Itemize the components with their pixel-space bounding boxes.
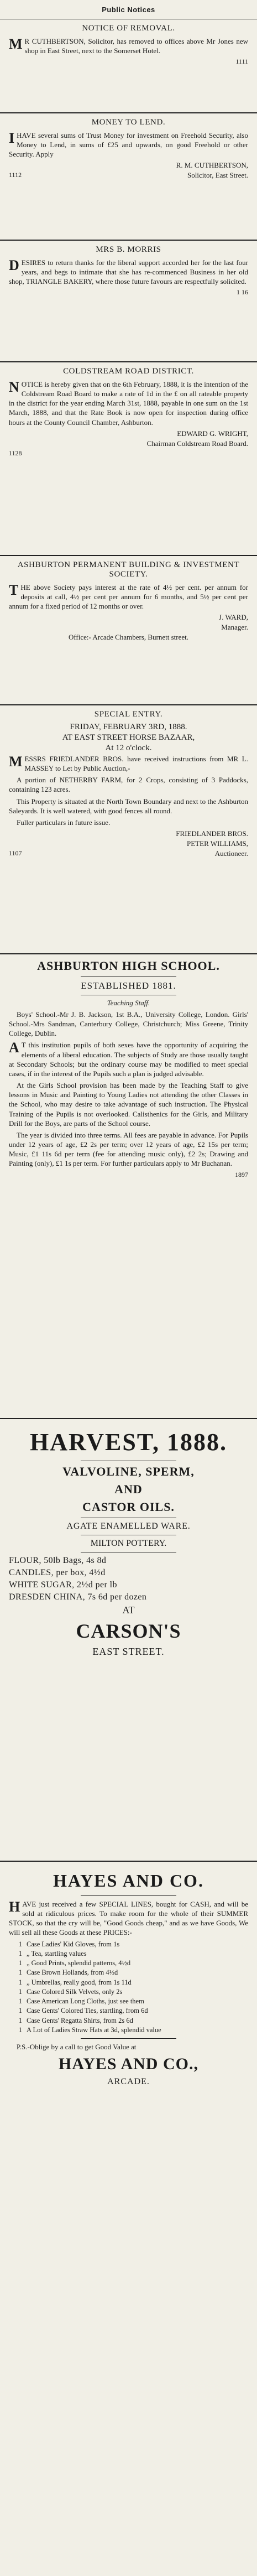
notice-high-school <box>0 954 257 1419</box>
store-location: ARCADE. <box>107 2077 150 2087</box>
list-item-quantity: 1 <box>18 2026 22 2034</box>
list-item <box>9 1940 248 1949</box>
notice-title: ASHBURTON HIGH SCHOOL. <box>37 959 220 973</box>
list-item <box>9 2016 248 2026</box>
list-item-quantity: 1 <box>18 1959 22 1967</box>
store-street: EAST STREET. <box>92 1646 165 1657</box>
list-item <box>9 1968 248 1977</box>
price-item: DRESDEN CHINA, 7s 6d per dozen <box>9 1592 147 1602</box>
special-lines-list <box>9 1940 248 2035</box>
list-item <box>9 1978 248 1987</box>
notice-morris <box>0 241 257 362</box>
list-item <box>9 1997 248 2006</box>
staff-list: Boys' School.-Mr J. B. Jackson, 1st B.A., University College, London. Girls' School.-Mrs Sandman, Canterbury College, Christchurch; Miss Greene, Trinity College, Dublin. <box>9 1010 248 1038</box>
notice-body: NOTICE is hereby given that on the 6th February, 1888, it is the intention of the Coldstream Road Board to make a rate of 1d in the £ on all rateable property in the district for the year ending March 31st, 1888, payable in one sum on the 1st March, 1888, and that the Rate Book is now open for inspection during office hours at the County Council Chamber, Ashburton. <box>9 379 248 427</box>
list-item <box>9 1949 248 1959</box>
list-item-text: „ Umbrellas, really good, from 1s 11d <box>27 1978 132 1986</box>
notice-body: MR CUTHBERTSON, Solicitor, has removed to offices above Mr Jones new shop in East Street, next to the Somerset Hotel. <box>9 36 248 55</box>
list-item-quantity: 1 <box>18 2007 22 2015</box>
section-header: Public Notices <box>0 0 257 19</box>
notice-building-society <box>0 556 257 705</box>
notice-title: HARVEST, 1888. <box>30 1429 227 1456</box>
list-item-text: Case Brown Hollands, from 4½d <box>27 1969 118 1977</box>
list-item-quantity: 1 <box>18 1997 22 2006</box>
notice-ref: 1 16 <box>237 288 248 297</box>
notice-removal <box>0 19 257 113</box>
notice-signature: J. WARD, <box>219 613 248 622</box>
notice-signature-line: Auctioneer. <box>214 849 248 858</box>
notice-body: MESSRS FRIEDLANDER BROS. have received instructions from MR L. MASSEY to Let by Public Auction,- <box>9 754 248 773</box>
list-item-text: Case Ladies' Kid Gloves, from 1s <box>27 1940 120 1948</box>
list-item-quantity: 1 <box>18 1940 22 1948</box>
notice-body: Fuller particulars in future issue. <box>17 818 111 827</box>
notice-body: THE above Society pays interest at the rate of 4½ per cent. per annum for deposits at call, 4½ per cent per annum for 6 months, and 5½ per cent per annum for a fixed period of 12 months or over. <box>9 582 248 611</box>
notice-title: SPECIAL ENTRY. <box>94 710 163 719</box>
notice-signature-line: Chairman Coldstream Road Board. <box>146 439 248 448</box>
notice-ref: 1897 <box>235 1170 248 1178</box>
list-item-text: Case American Long Cloths, just see them <box>27 1997 144 2006</box>
ad-harvest <box>0 1419 257 1862</box>
list-item-text: Case Gents' Regatta Shirts, from 2s 6d <box>27 2016 133 2024</box>
notice-ps: P.S.-Oblige by a call to get Good Value at <box>17 2043 137 2052</box>
price-item: FLOUR, 50lb Bags, 4s 8d <box>9 1556 107 1565</box>
notice-body: HAVE just received a few SPECIAL LINES, bought for CASH, and will be sold at ridiculous prices. To make room for the whole of their SUMMER STOCK, so that the cry will be, "Good Goods cheap," and as we have Goods, We will sell all these Goods at these PRICES:- <box>9 1899 248 1937</box>
product-line: AND <box>114 1482 143 1496</box>
notice-body: IHAVE several sums of Trust Money for investment on Freehold Security, also Money to Lend, in sums of £25 and upwards, on good Freehold or other Security. Apply <box>9 130 248 159</box>
list-item-quantity: 1 <box>18 1949 22 1957</box>
notice-title: ASHBURTON PERMANENT BUILDING & INVESTMENT SOCIETY. <box>17 560 240 579</box>
notice-ref: 1111 <box>235 58 248 66</box>
notice-signature: EDWARD G. WRIGHT, <box>177 429 248 438</box>
ad-hayes <box>0 1862 257 2576</box>
list-item-quantity: 1 <box>18 1987 22 1996</box>
store-name: CARSON'S <box>76 1620 181 1642</box>
notice-office: Office:- Arcade Chambers, Burnett street. <box>68 633 189 642</box>
at-label: AT <box>122 1604 135 1616</box>
notice-title: HAYES AND CO. <box>53 1871 204 1891</box>
notice-ref: 1128 <box>9 449 22 457</box>
notice-signature: FRIEDLANDER BROS. <box>176 829 248 838</box>
auction-time: At 12 o'clock. <box>105 744 152 752</box>
notice-body: A portion of NETHERBY FARM, for 2 Crops, consisting of 3 Paddocks, containing 123 acres. <box>9 776 248 794</box>
notice-ref: 1107 <box>9 849 22 858</box>
notice-signature-line: Manager. <box>221 623 248 632</box>
list-item-quantity: 1 <box>18 1969 22 1977</box>
notice-title: MONEY TO LEND. <box>91 118 166 127</box>
agate-line: AGATE ENAMELLED WARE. <box>66 1521 191 1531</box>
notice-signature: PETER WILLIAMS, <box>187 839 248 848</box>
list-item-text: A Lot of Ladies Straw Hats at 3d, splendid value <box>27 2026 161 2034</box>
auction-date: FRIDAY, FEBRUARY 3RD, 1888. <box>70 723 187 731</box>
notice-body: This Property is situated at the North Town Boundary and next to the Ashburton Saleyards. It is well watered, with good fences all round. <box>9 797 248 815</box>
list-item-text: „ Good Prints, splendid patterns, 4½d <box>27 1959 131 1967</box>
notice-title: COLDSTREAM ROAD DISTRICT. <box>63 367 194 376</box>
notice-title: MRS B. MORRIS <box>96 245 161 254</box>
list-item-text: Case Colored Silk Velvets, only 2s <box>27 1987 123 1996</box>
store-name: HAYES AND CO., <box>59 2055 198 2074</box>
notice-money-to-lend <box>0 113 257 241</box>
staff-heading: Teaching Staff. <box>107 999 150 1007</box>
notice-body: At the Girls School provision has been made by the Teaching Staff to give lessons in Music and Painting to Young Ladies not attending the other Classes in the School, who may desire to take advantage of such instruction. The Physical Training of the Pupils is not overlooked. Calisthenics for the Girls, and Military Drill for the Boys, are parts of the School course. <box>9 1081 248 1128</box>
list-item <box>9 1987 248 1997</box>
product-line: VALVOLINE, SPERM, <box>62 1464 195 1478</box>
notice-special-entry <box>0 705 257 954</box>
school-established: ESTABLISHED 1881. <box>81 980 176 991</box>
list-item-quantity: 1 <box>18 2016 22 2024</box>
product-line: CASTOR OILS. <box>82 1500 175 1514</box>
notice-signature: R. M. CUTHBERTSON, <box>176 161 248 170</box>
notice-signature-line: Solicitor, East Street. <box>187 171 248 180</box>
notice-body: AT this institution pupils of both sexes have the opportunity of acquiring the elements of a liberal education. The subjects of Study are those usually taught at Secondary Schools; but the ordinary course may be modified to meet special cases, if in the interest of the Pupils such a plan is judged advisable. <box>9 1040 248 1078</box>
notice-body: The year is divided into three terms. All fees are payable in advance. For Pupils under 12 years of age, £2 2s per term; over 12 years of age, £2 15s per term; Music, £1 11s 6d per term (fee for attending music only), £2 2s; Drawing and Painting (only), £1 1s per term. For further particulars apply to Mr Buchanan. <box>9 1130 248 1168</box>
list-item-text: Case Gents' Colored Ties, startling, from 6d <box>27 2007 148 2015</box>
auction-location: AT EAST STREET HORSE BAZAAR, <box>62 733 195 742</box>
list-item <box>9 2026 248 2035</box>
notice-body: DESIRES to return thanks for the liberal support accorded her for the last four years, and begs to intimate that she has re-commenced Business in her old shop, TRIANGLE BAKERY, where those future favours are respectfully solicited. <box>9 257 248 286</box>
notice-coldstream <box>0 362 257 556</box>
list-item <box>9 1959 248 1968</box>
notice-ref: 1112 <box>9 171 22 179</box>
price-item: WHITE SUGAR, 2½d per lb <box>9 1580 117 1590</box>
price-item: CANDLES, per box, 4½d <box>9 1568 106 1577</box>
list-item-text: „ Tea, startling values <box>27 1949 87 1957</box>
milton-line: MILTON POTTERY. <box>90 1539 167 1548</box>
list-item-quantity: 1 <box>18 1978 22 1986</box>
notice-title: NOTICE OF REMOVAL. <box>82 24 175 33</box>
list-item <box>9 2006 248 2016</box>
